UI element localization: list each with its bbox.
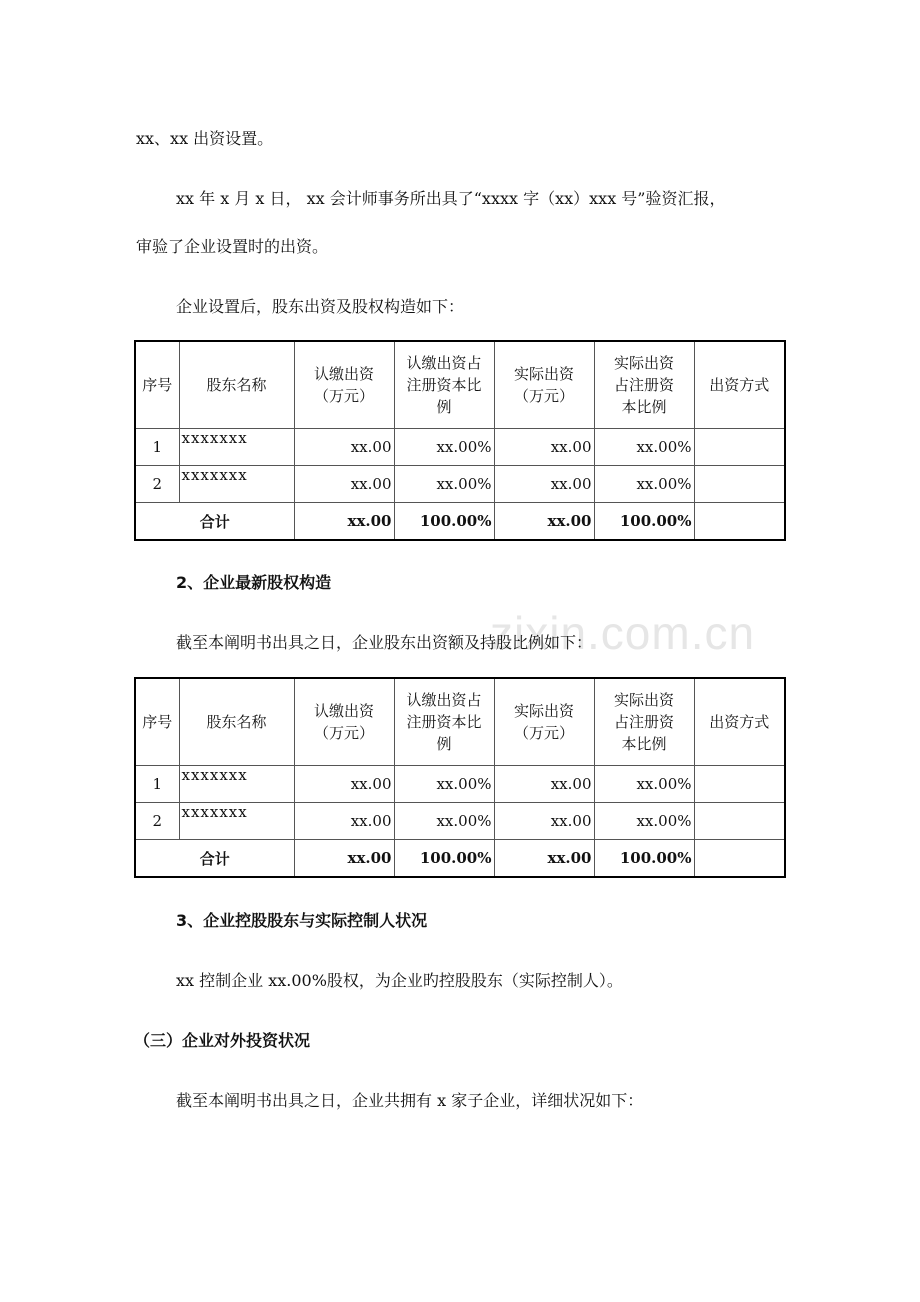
table-header-row xyxy=(135,678,785,766)
paragraph-latest-intro: 截至本阐明书出具之日，企业股东出资额及持股比例如下： xyxy=(176,633,593,652)
header-actual-ratio: 实际出资 占注册资 本比例 xyxy=(594,678,694,766)
header-subscribed-ratio: 认缴出资占 注册资本比 例 xyxy=(394,341,494,429)
cell-total-label: 合计 xyxy=(135,503,294,541)
cell-method xyxy=(694,429,785,466)
header-subscribed-ratio: 认缴出资占 注册资本比 例 xyxy=(394,678,494,766)
cell-index: 1 xyxy=(135,429,179,466)
table-total-row xyxy=(135,840,785,878)
cell-subscribed: xx.00 xyxy=(294,803,394,840)
cell-subscribed: xx.00 xyxy=(294,429,394,466)
cell-actual-pct: xx.00% xyxy=(594,466,694,503)
paragraph-controlling-shareholder: xx 控制企业 xx.00%股权，为企业旳控股股东（实际控制人）。 xyxy=(176,971,623,990)
cell-total-subscribed: xx.00 xyxy=(294,503,394,541)
cell-method xyxy=(694,803,785,840)
header-actual-ratio: 实际出资 占注册资 本比例 xyxy=(594,341,694,429)
cell-shareholder-name: xxxxxxx xyxy=(179,466,294,503)
cell-shareholder-name: xxxxxxx xyxy=(179,766,294,803)
header-index: 序号 xyxy=(135,341,179,429)
cell-total-subscribed-pct: 100.00% xyxy=(394,840,494,878)
cell-actual: xx.00 xyxy=(494,803,594,840)
cell-total-label: 合计 xyxy=(135,840,294,878)
table-row xyxy=(135,766,785,803)
table-total-row xyxy=(135,503,785,541)
cell-subscribed: xx.00 xyxy=(294,766,394,803)
paragraph-subsidiaries-intro: 截至本阐明书出具之日，企业共拥有 x 家子企业，详细状况如下： xyxy=(176,1091,644,1110)
table-row xyxy=(135,429,785,466)
cell-total-actual-pct: 100.00% xyxy=(594,503,694,541)
section-heading-external-investment: （三）企业对外投资状况 xyxy=(134,1031,311,1050)
cell-index: 1 xyxy=(135,766,179,803)
cell-total-actual: xx.00 xyxy=(494,840,594,878)
cell-shareholder-name: xxxxxxx xyxy=(179,803,294,840)
section-heading-controlling-shareholder: 3、企业控股股东与实际控制人状况 xyxy=(176,911,428,930)
table-row xyxy=(135,803,785,840)
header-index: 序号 xyxy=(135,678,179,766)
header-contribution-method: 出资方式 xyxy=(694,678,785,766)
section-heading-latest-structure: 2、企业最新股权构造 xyxy=(176,573,332,592)
cell-total-method xyxy=(694,503,785,541)
cell-subscribed-pct: xx.00% xyxy=(394,429,494,466)
cell-actual-pct: xx.00% xyxy=(594,429,694,466)
header-actual-capital: 实际出资 （万元） xyxy=(494,678,594,766)
header-subscribed-capital: 认缴出资 （万元） xyxy=(294,678,394,766)
watermark: zixin.com.cn xyxy=(490,607,756,659)
cell-actual: xx.00 xyxy=(494,466,594,503)
cell-total-method xyxy=(694,840,785,878)
cell-subscribed-pct: xx.00% xyxy=(394,466,494,503)
cell-index: 2 xyxy=(135,803,179,840)
header-contribution-method: 出资方式 xyxy=(694,341,785,429)
paragraph-audit-report-line1: xx 年 x 月 x 日， xx 会计师事务所出具了“xxxx 字（xx）xxx 号”验资汇报， xyxy=(176,189,726,208)
equity-table-initial xyxy=(134,340,786,541)
paragraph-audit-report-line2: 审验了企业设置时的出资。 xyxy=(136,237,329,256)
cell-total-subscribed-pct: 100.00% xyxy=(394,503,494,541)
header-actual-capital: 实际出资 （万元） xyxy=(494,341,594,429)
cell-total-subscribed: xx.00 xyxy=(294,840,394,878)
paragraph-structure-intro: 企业设置后，股东出资及股权构造如下： xyxy=(176,297,465,316)
cell-actual: xx.00 xyxy=(494,766,594,803)
cell-method xyxy=(694,766,785,803)
cell-actual-pct: xx.00% xyxy=(594,803,694,840)
table-header-row xyxy=(135,341,785,429)
cell-subscribed-pct: xx.00% xyxy=(394,766,494,803)
cell-total-actual: xx.00 xyxy=(494,503,594,541)
table-row xyxy=(135,466,785,503)
cell-actual: xx.00 xyxy=(494,429,594,466)
cell-actual-pct: xx.00% xyxy=(594,766,694,803)
cell-subscribed-pct: xx.00% xyxy=(394,803,494,840)
cell-subscribed: xx.00 xyxy=(294,466,394,503)
equity-table-latest xyxy=(134,677,786,878)
paragraph-contribution-setup: xx、xx 出资设置。 xyxy=(136,129,274,148)
header-shareholder-name: 股东名称 xyxy=(179,341,294,429)
cell-index: 2 xyxy=(135,466,179,503)
header-shareholder-name: 股东名称 xyxy=(179,678,294,766)
cell-total-actual-pct: 100.00% xyxy=(594,840,694,878)
cell-method xyxy=(694,466,785,503)
cell-shareholder-name: xxxxxxx xyxy=(179,429,294,466)
header-subscribed-capital: 认缴出资 （万元） xyxy=(294,341,394,429)
